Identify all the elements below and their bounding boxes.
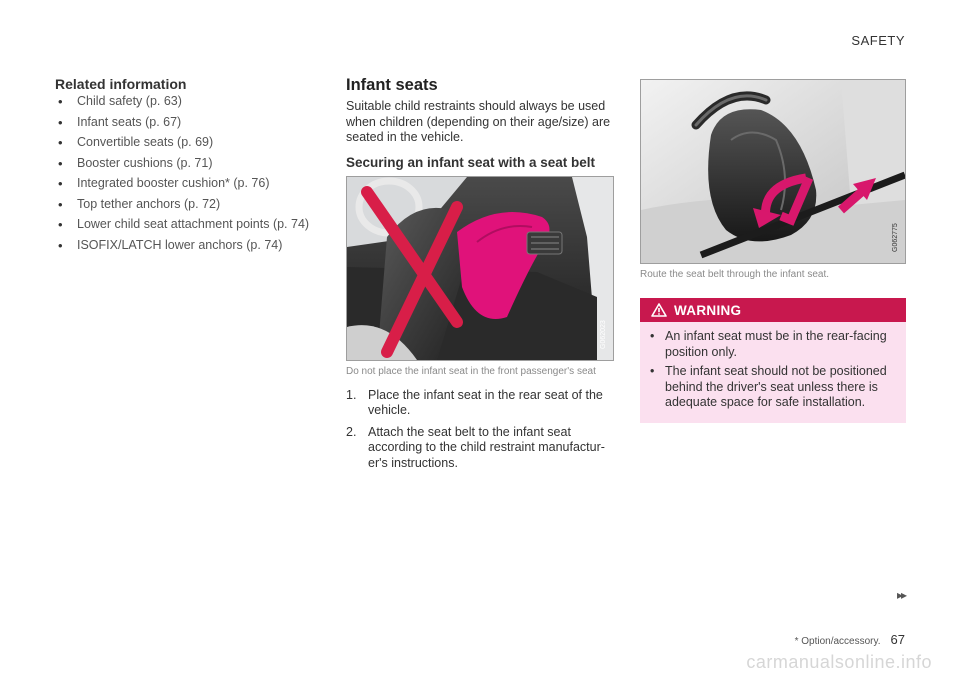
installation-steps [346, 388, 614, 472]
front-seat-illustration [346, 176, 614, 361]
section-header: SAFETY [851, 33, 905, 48]
related-title: Related information [55, 76, 187, 92]
warning-title: WARNING [674, 302, 742, 318]
footnote: * Option/accessory. [794, 636, 881, 647]
section-title: Infant seats [346, 76, 438, 94]
subsection-title: Securing an infant seat with a seat belt [346, 154, 596, 170]
infant-seats-section [346, 76, 614, 477]
warning-item: • An infant seat must be in the rear-facing position only. [650, 329, 896, 360]
right-column [640, 79, 906, 423]
warning-triangle-icon [651, 303, 667, 317]
figure1-code: G062023 [600, 319, 607, 349]
figure2-code: G062775 [892, 223, 899, 252]
step-number: 2. [346, 424, 357, 439]
related-link-lower-attachment[interactable]: • Lower child seat attachment points (p. 74) [55, 217, 315, 232]
step-text: Attach the seat belt to the infant seat according to the child restraint manufactur-er's instructions. [368, 424, 605, 470]
infant-seat-belt-illustration [640, 79, 906, 264]
related-list [55, 94, 315, 253]
related-link-child-safety[interactable]: • Child safety (p. 63) [55, 94, 315, 109]
airbag-warning-image [347, 177, 613, 360]
related-link-integrated-booster[interactable]: • Integrated booster cushion* (p. 76) [55, 176, 315, 191]
figure2-caption: Route the seat belt through the infant seat. [640, 269, 830, 280]
step-number: 1. [346, 387, 357, 402]
warning-box [640, 298, 906, 423]
related-link-infant-seats[interactable]: • Infant seats (p. 67) [55, 115, 315, 130]
page-number: 67 [890, 632, 905, 647]
related-link-booster-cushions[interactable]: • Booster cushions (p. 71) [55, 156, 315, 171]
related-link-convertible-seats[interactable]: • Convertible seats (p. 69) [55, 135, 315, 150]
next-page-arrows-icon[interactable]: ▸▸ [896, 588, 905, 602]
intro-text: Suitable child restraints should always be used when children (depending on their age/size) are seated in the vehicle. [346, 99, 611, 144]
watermark: carmanualsonline.info [746, 652, 932, 672]
warning-header [640, 298, 906, 322]
step-item [346, 388, 614, 419]
step-item [346, 425, 614, 472]
belt-routing-image [641, 80, 905, 263]
step-text: Place the infant seat in the rear seat of the vehicle. [368, 387, 603, 417]
related-information [55, 76, 315, 258]
warning-item: • The infant seat should not be positioned behind the driver's seat unless there is adequate space for safe installation. [650, 364, 896, 411]
figure1-caption: Do not place the infant seat in the front passenger's seat [346, 365, 596, 377]
related-link-isofix[interactable]: • ISOFIX/LATCH lower anchors (p. 74) [55, 238, 315, 253]
warning-list [640, 322, 906, 423]
page-footer [795, 632, 905, 647]
related-link-top-tether[interactable]: • Top tether anchors (p. 72) [55, 197, 315, 212]
